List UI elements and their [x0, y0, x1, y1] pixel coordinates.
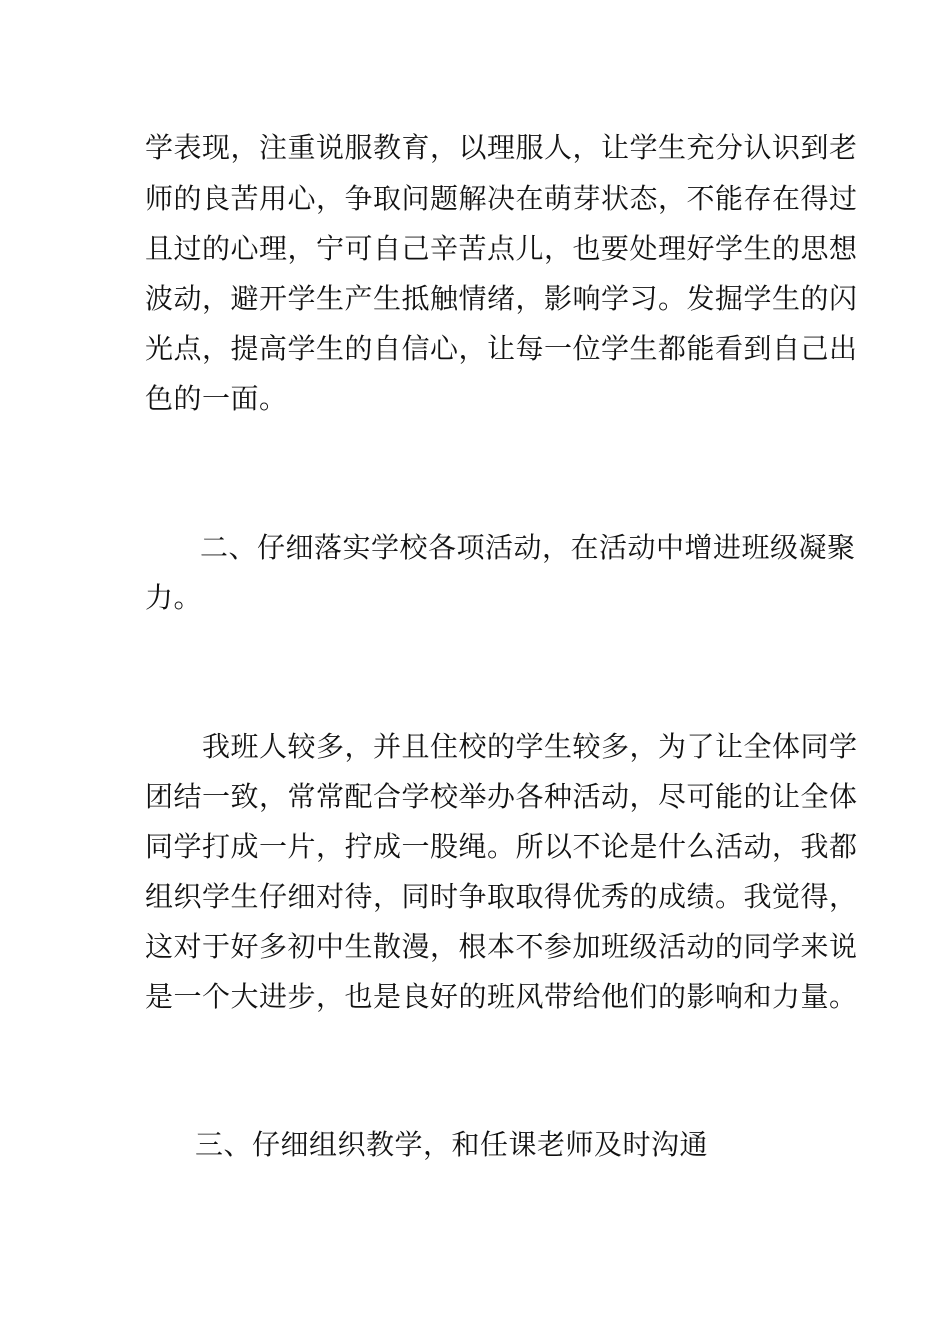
paragraph-1-line: 光点，提高学生的自信心，让每一位学生都能看到自己出 [145, 332, 858, 365]
paragraph-2-line: 组织学生仔细对待，同时争取取得优秀的成绩。我觉得， [145, 880, 858, 913]
paragraph-1-line: 且过的心理，宁可自己辛苦点儿，也要处理好学生的思想 [145, 232, 858, 265]
paragraph-2-line: 这对于好多初中生散漫，根本不参加班级活动的同学来说 [145, 930, 858, 963]
paragraph-1-line: 学表现，注重说服教育，以理服人，让学生充分认识到老 [145, 131, 858, 164]
paragraph-1-line: 波动，避开学生产生抵触情绪，影响学习。发掘学生的闪 [145, 282, 858, 315]
section-heading-2-line: 二、仔细落实学校各项活动，在活动中增进班级凝聚 [200, 531, 856, 564]
section-heading-2-line: 力。 [145, 581, 203, 614]
paragraph-2-line: 同学打成一片，拧成一股绳。所以不论是什么活动，我都 [145, 830, 858, 863]
paragraph-2-line: 团结一致，常常配合学校举办各种活动，尽可能的让全体 [145, 780, 858, 813]
paragraph-1-line: 师的良苦用心，争取问题解决在萌芽状态，不能存在得过 [145, 182, 858, 215]
paragraph-2-line: 是一个大进步，也是良好的班风带给他们的影响和力量。 [145, 980, 858, 1013]
paragraph-1-line: 色的一面。 [145, 382, 288, 415]
section-heading-3-line: 三、仔细组织教学，和任课老师及时沟通 [195, 1128, 709, 1161]
paragraph-2-line: 我班人较多，并且住校的学生较多，为了让全体同学 [202, 730, 858, 763]
